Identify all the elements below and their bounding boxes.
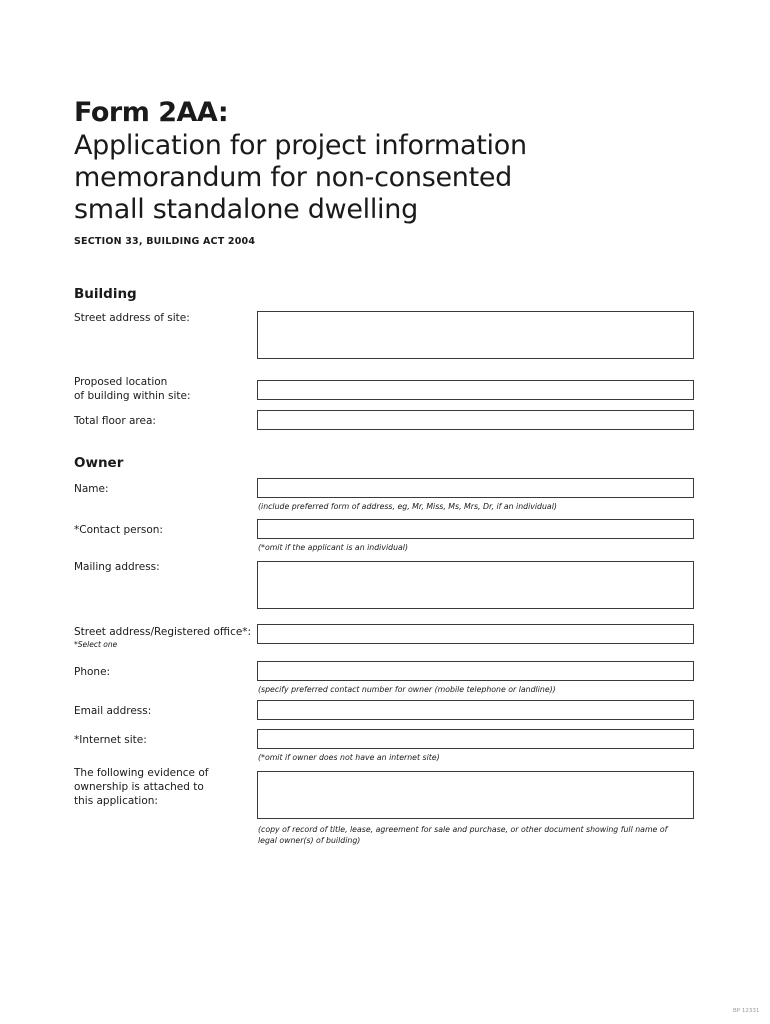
total-floor-area-field[interactable] — [257, 410, 694, 430]
total-floor-area-label: Total floor area: — [74, 415, 156, 427]
street-address-registered-office-field[interactable] — [257, 624, 694, 644]
owner-name-hint: (include preferred form of address, eg, Mr, Miss, Ms, Mrs, Dr, if an individual) — [258, 502, 557, 511]
form-title-line: Application for project information — [74, 130, 527, 161]
evidence-of-ownership-field[interactable] — [257, 771, 694, 819]
proposed-location-label — [74, 375, 191, 403]
mailing-address-field[interactable] — [257, 561, 694, 609]
street-address-of-site-label: Street address of site: — [74, 312, 190, 324]
building-section-heading: Building — [74, 286, 137, 302]
proposed-location-field[interactable] — [257, 380, 694, 400]
evidence-of-ownership-label — [74, 766, 208, 808]
email-address-label: Email address: — [74, 705, 152, 717]
email-address-field[interactable] — [257, 700, 694, 720]
owner-name-field[interactable] — [257, 478, 694, 498]
internet-site-field[interactable] — [257, 729, 694, 749]
mailing-address-label: Mailing address: — [74, 561, 160, 573]
evidence-label-line: ownership is attached to — [74, 781, 204, 793]
form-title-line: small standalone dwelling — [74, 194, 418, 225]
phone-hint: (specify preferred contact number for owner (mobile telephone or landline)) — [258, 685, 556, 694]
contact-person-label: *Contact person: — [74, 524, 163, 536]
evidence-of-ownership-hint — [258, 824, 698, 846]
form-title-line: memorandum for non-consented — [74, 162, 513, 193]
form-title — [74, 130, 634, 226]
evidence-label-line: this application: — [74, 795, 158, 807]
form-number: Form 2AA: — [74, 97, 229, 128]
document-code: BP 12331 — [733, 1008, 760, 1014]
evidence-hint-line: legal owner(s) of building) — [258, 836, 361, 845]
phone-field[interactable] — [257, 661, 694, 681]
owner-name-label: Name: — [74, 483, 109, 495]
owner-section-heading: Owner — [74, 455, 124, 471]
contact-person-hint: (*omit if the applicant is an individual) — [258, 543, 409, 552]
contact-person-field[interactable] — [257, 519, 694, 539]
phone-label: Phone: — [74, 666, 111, 678]
street-address-of-site-field[interactable] — [257, 311, 694, 359]
proposed-location-label-line: Proposed location — [74, 376, 168, 388]
evidence-hint-line: (copy of record of title, lease, agreement for sale and purchase, or other document showing full name of — [258, 825, 668, 834]
street-address-registered-office-label: Street address/Registered office*: — [74, 626, 252, 638]
select-one-note: *Select one — [74, 640, 118, 649]
proposed-location-label-line: of building within site: — [74, 390, 191, 402]
internet-site-label: *Internet site: — [74, 734, 147, 746]
internet-site-hint: (*omit if owner does not have an internet site) — [258, 753, 440, 762]
evidence-label-line: The following evidence of — [74, 767, 209, 779]
legal-reference: SECTION 33, BUILDING ACT 2004 — [74, 236, 256, 247]
